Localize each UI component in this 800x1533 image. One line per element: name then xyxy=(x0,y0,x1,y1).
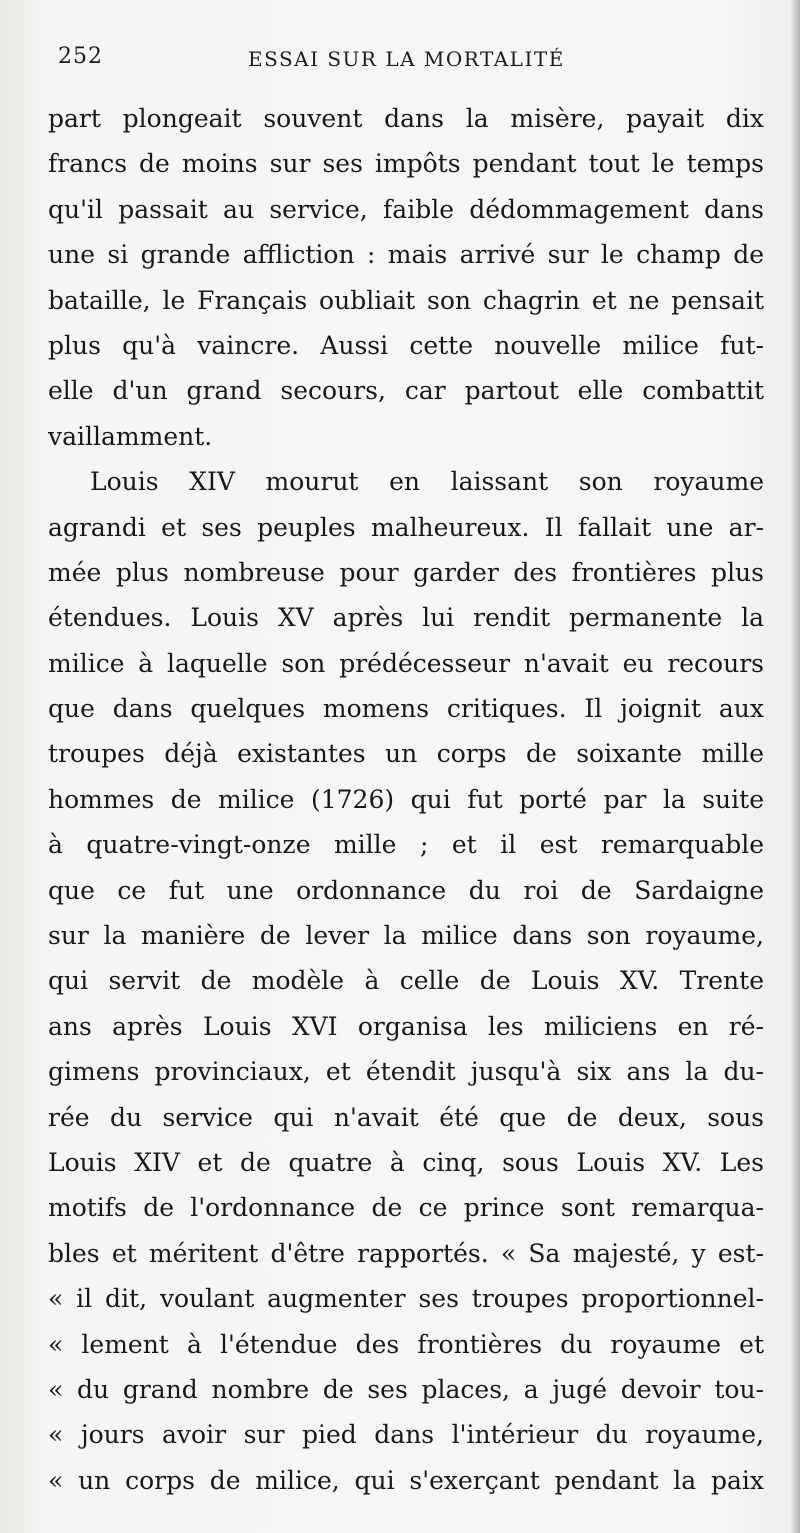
text-line: elle d'un grand secours, car partout elle combattit xyxy=(48,376,764,406)
text-line: rée du service qui n'avait été que de deux, sous xyxy=(48,1102,764,1132)
text-line: qu'il passait au service, faible dédommagement dans xyxy=(48,194,764,224)
text-line: « il dit, voulant augmenter ses troupes proportionnel- xyxy=(48,1284,764,1314)
text-line: troupes déjà existantes un corps de soixante mille xyxy=(48,739,764,769)
text-line: motifs de l'ordonnance de ce prince sont remarqua- xyxy=(48,1193,764,1223)
text-line: sur la manière de lever la milice dans son royaume, xyxy=(48,921,764,951)
text-line: agrandi et ses peuples malheureux. Il fallait une ar- xyxy=(48,512,764,542)
text-line: Louis XIV mourut en laissant son royaume xyxy=(90,467,764,497)
running-title: ESSAI SUR LA MORTALITÉ xyxy=(248,47,565,71)
text-line: bataille, le Français oubliait son chagrin et ne pensait xyxy=(48,285,764,315)
text-line: francs de moins sur ses impôts pendant tout le temps xyxy=(48,149,764,179)
text-line: que ce fut une ordonnance du roi de Sardaigne xyxy=(48,875,764,905)
text-line: « jours avoir sur pied dans l'intérieur du royaume, xyxy=(48,1420,764,1450)
text-line: part plongeait souvent dans la misère, payait dix xyxy=(48,104,764,133)
paragraph-1 xyxy=(48,96,764,459)
page-header xyxy=(58,44,758,80)
text-line: bles et méritent d'être rapportés. « Sa majesté, y est- xyxy=(48,1238,764,1268)
text-line: « du grand nombre de ses places, a jugé devoir tou- xyxy=(48,1374,764,1404)
text-line: hommes de milice (1726) qui fut porté par la suite xyxy=(48,784,764,814)
text-line: Louis XIV et de quatre à cinq, sous Louis XV. Les xyxy=(48,1147,764,1177)
paragraph-2 xyxy=(48,459,764,1503)
text-line: étendues. Louis XV après lui rendit permanente la xyxy=(48,603,764,633)
text-line: vaillamment. xyxy=(48,421,213,451)
page-number: 252 xyxy=(58,44,103,69)
text-line: mée plus nombreuse pour garder des frontières plus xyxy=(48,557,764,587)
text-line: ans après Louis XVI organisa les miliciens en ré- xyxy=(48,1011,764,1041)
page-edge-shadow xyxy=(790,0,800,1533)
text-line: « un corps de milice, qui s'exerçant pendant la paix xyxy=(48,1465,764,1495)
text-line: « lement à l'étendue des frontières du royaume et xyxy=(48,1329,764,1359)
text-line: plus qu'à vaincre. Aussi cette nouvelle milice fut- xyxy=(48,330,764,360)
text-line: à quatre-vingt-onze mille ; et il est remarquable xyxy=(48,830,764,860)
text-line: une si grande affliction : mais arrivé sur le champ de xyxy=(48,240,764,270)
text-line: gimens provinciaux, et étendit jusqu'à six ans la du- xyxy=(48,1057,764,1087)
text-line: qui servit de modèle à celle de Louis XV. Trente xyxy=(48,966,764,996)
text-line: que dans quelques momens critiques. Il joignit aux xyxy=(48,694,764,724)
text-line: milice à laquelle son prédécesseur n'avait eu recours xyxy=(48,648,764,678)
body-text xyxy=(48,96,764,1503)
